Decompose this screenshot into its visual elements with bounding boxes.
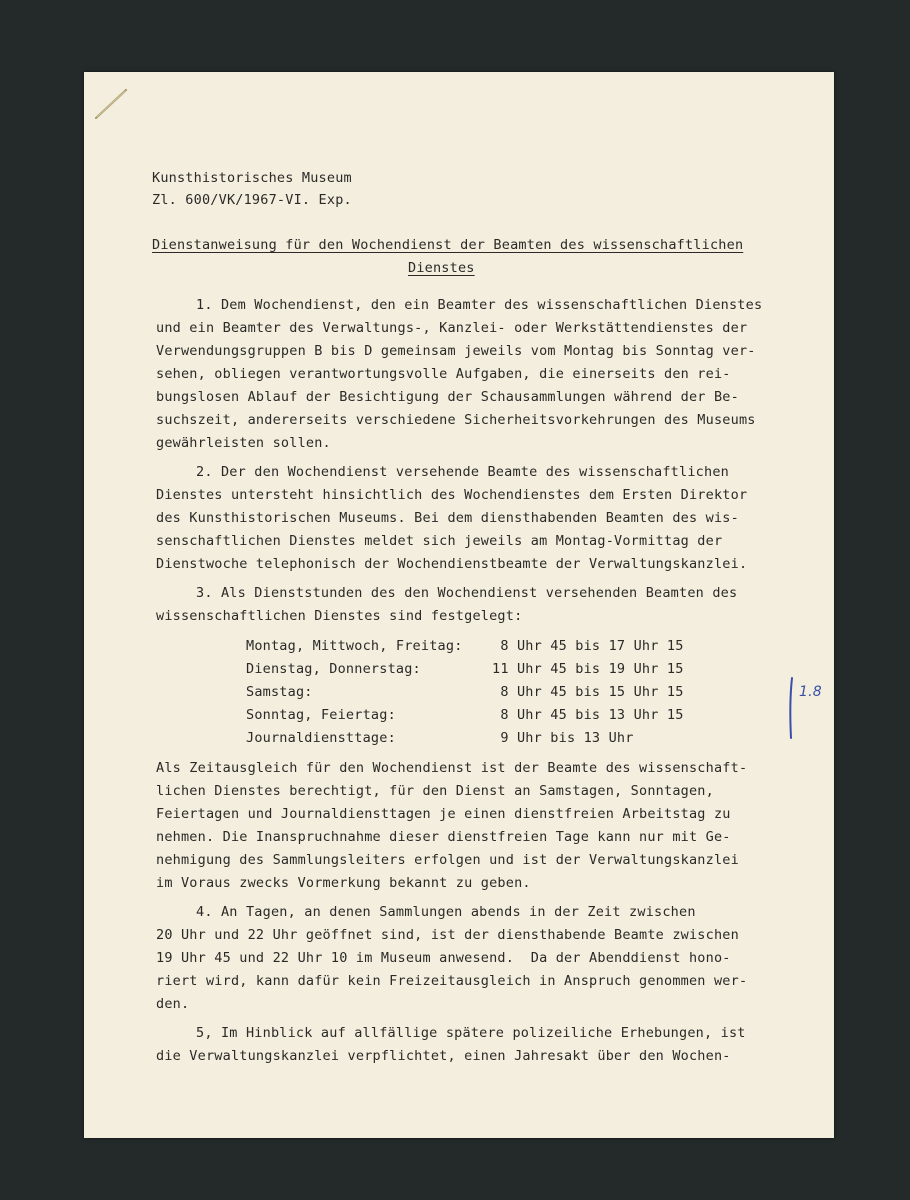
paragraph-1-line: sehen, obliegen verantwortungsvolle Aufgaben, die einerseits den rei-: [156, 366, 731, 382]
paragraph-3-line: wissenschaftlichen Dienstes sind festgelegt:: [156, 608, 523, 624]
paragraph-2-line: des Kunsthistorischen Museums. Bei dem diensthabenden Beamten des wis-: [156, 510, 739, 526]
paragraph-3-line: 3. Als Dienststunden des den Wochendienst versehenden Beamten des: [196, 585, 738, 601]
paragraph-1-line: Verwendungsgruppen B bis D gemeinsam jeweils vom Montag bis Sonntag ver-: [156, 343, 756, 359]
reference-number: Zl. 600/VK/1967-VI. Exp.: [152, 192, 352, 208]
paragraph-2-line: Dienstwoche telephonisch der Wochendienstbeamte der Verwaltungskanzlei.: [156, 556, 748, 572]
paragraph-3b-line: nehmen. Die Inanspruchnahme dieser dienstfreien Tage kann nur mit Ge-: [156, 829, 731, 845]
paragraph-4-line: 4. An Tagen, an denen Sammlungen abends in der Zeit zwischen: [196, 904, 696, 920]
paragraph-2-line: senschaftlichen Dienstes meldet sich jeweils am Montag-Vormittag der: [156, 533, 723, 549]
paragraph-3b-line: Feiertagen und Journaldiensttagen je einen dienstfreien Arbeitstag zu: [156, 806, 731, 822]
paragraph-1-line: suchszeit, andererseits verschiedene Sicherheitsvorkehrungen des Museums: [156, 412, 756, 428]
schedule-hours: 11 Uhr 45 bis 19 Uhr 15: [492, 661, 684, 677]
schedule-days: Montag, Mittwoch, Freitag:: [246, 638, 463, 654]
paragraph-1-line: bungslosen Ablauf der Besichtigung der Schausammlungen während der Be-: [156, 389, 739, 405]
paragraph-3b-line: Als Zeitausgleich für den Wochendienst ist der Beamte des wissenschaft-: [156, 760, 748, 776]
paragraph-3b-line: lichen Dienstes berechtigt, für den Dienst an Samstagen, Sonntagen,: [156, 783, 714, 799]
schedule-hours: 8 Uhr 45 bis 17 Uhr 15: [492, 638, 684, 654]
paragraph-5-line: 5, Im Hinblick auf allfällige spätere polizeiliche Erhebungen, ist: [196, 1025, 746, 1041]
paragraph-4-line: 19 Uhr 45 und 22 Uhr 10 im Museum anwesend. Da der Abenddienst hono-: [156, 950, 731, 966]
paragraph-2-line: Dienstes untersteht hinsichtlich des Wochendienstes dem Ersten Direktor: [156, 487, 748, 503]
paragraph-1-line: und ein Beamter des Verwaltungs-, Kanzlei- oder Werkstättendienstes der: [156, 320, 748, 336]
schedule-days: Journaldiensttage:: [246, 730, 396, 746]
schedule-hours: 8 Uhr 45 bis 15 Uhr 15: [492, 684, 684, 700]
schedule-days: Sonntag, Feiertag:: [246, 707, 396, 723]
schedule-hours: 8 Uhr 45 bis 13 Uhr 15: [492, 707, 684, 723]
margin-note: 1.8: [799, 684, 822, 700]
paragraph-2-line: 2. Der den Wochendienst versehende Beamte des wissenschaftlichen: [196, 464, 729, 480]
document-page: [84, 72, 834, 1138]
paperclip-mark: [92, 84, 132, 124]
document-title-line-1: Dienstanweisung für den Wochendienst der Beamten des wissenschaftlichen: [152, 237, 744, 253]
paragraph-1-line: 1. Dem Wochendienst, den ein Beamter des wissenschaftlichen Dienstes: [196, 297, 763, 313]
institution-name: Kunsthistorisches Museum: [152, 170, 352, 186]
paragraph-4-line: riert wird, kann dafür kein Freizeitausgleich in Anspruch genommen wer-: [156, 973, 748, 989]
paragraph-4-line: 20 Uhr und 22 Uhr geöffnet sind, ist der diensthabende Beamte zwischen: [156, 927, 739, 943]
schedule-days: Samstag:: [246, 684, 313, 700]
paragraph-1-line: gewährleisten sollen.: [156, 435, 331, 451]
paragraph-4-line: den.: [156, 996, 190, 1012]
paragraph-5-line: die Verwaltungskanzlei verpflichtet, einen Jahresakt über den Wochen-: [156, 1048, 731, 1064]
document-title-line-2: Dienstes: [408, 260, 475, 276]
schedule-hours: 9 Uhr bis 13 Uhr: [492, 730, 634, 746]
schedule-days: Dienstag, Donnerstag:: [246, 661, 421, 677]
paragraph-3b-line: im Voraus zwecks Vormerkung bekannt zu geben.: [156, 875, 531, 891]
paragraph-3b-line: nehmigung des Sammlungsleiters erfolgen und ist der Verwaltungskanzlei: [156, 852, 739, 868]
